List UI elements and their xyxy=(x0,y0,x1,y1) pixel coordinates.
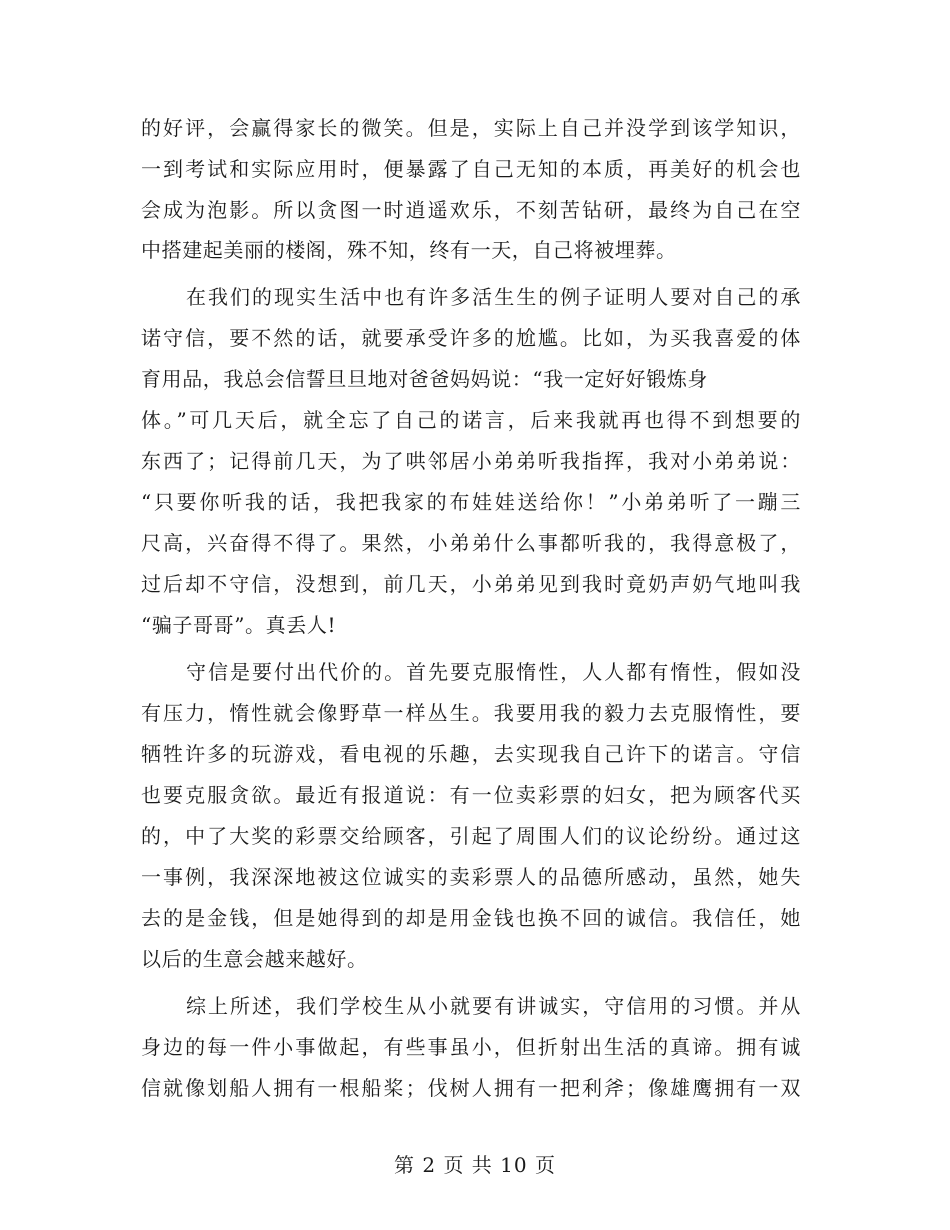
text-line: 的，中了大奖的彩票交给顾客，引起了周围人们的议论纷纷。通过这 xyxy=(141,824,801,848)
page-number-footer: 第 2 页 共 10 页 xyxy=(394,1153,556,1177)
text-line: 体。”可几天后，就全忘了自己的诺言，后来我就再也得不到想要的 xyxy=(141,408,801,432)
paragraph-first-line: 在我们的现实生活中也有许多活生生的例子证明人要对自己的承 xyxy=(186,285,801,309)
text-line: 以后的生意会越来越好。 xyxy=(141,947,368,971)
text-line: 有压力，惰性就会像野草一样丛生。我要用我的毅力去克服惰性，要 xyxy=(141,701,801,725)
text-line: 诺守信，要不然的话，就要承受许多的尬尴。比如，为买我喜爱的体 xyxy=(141,326,801,350)
text-line: 东西了；记得前几天，为了哄邻居小弟弟听我指挥，我对小弟弟说： xyxy=(141,449,801,473)
text-line: 牺牲许多的玩游戏，看电视的乐趣，去实现我自己许下的诺言。守信 xyxy=(141,742,801,766)
text-line: 的好评，会赢得家长的微笑。但是，实际上自己并没学到该学知识， xyxy=(141,116,801,140)
text-line: 一到考试和实际应用时，便暴露了自己无知的本质，再美好的机会也 xyxy=(141,157,801,181)
text-line: 育用品，我总会信誓旦旦地对爸爸妈妈说：“我一定好好锻炼身 xyxy=(141,367,709,391)
text-line: 身边的每一件小事做起，有些事虽小，但折射出生活的真谛。拥有诚 xyxy=(141,1035,801,1059)
text-line: 尺高，兴奋得不得了。果然，小弟弟什么事都听我的，我得意极了， xyxy=(141,531,801,555)
paragraph-first-line: 综上所述，我们学校生从小就要有讲诚实，守信用的习惯。并从 xyxy=(186,994,801,1018)
text-line: 一事例，我深深地被这位诚实的卖彩票人的品德所感动，虽然，她失 xyxy=(141,865,801,889)
text-line: 中搭建起美丽的楼阁，殊不知，终有一天，自己将被埋葬。 xyxy=(141,238,677,262)
paragraph-first-line: 守信是要付出代价的。首先要克服惰性，人人都有惰性，假如没 xyxy=(186,660,801,684)
text-line: 过后却不守信，没想到，前几天，小弟弟见到我时竟奶声奶气地叫我 xyxy=(141,572,801,596)
text-line: “只要你听我的话，我把我家的布娃娃送给你！”小弟弟听了一蹦三 xyxy=(141,490,801,514)
text-line: 去的是金钱，但是她得到的却是用金钱也换不回的诚信。我信任，她 xyxy=(141,906,801,930)
text-line: 信就像划船人拥有一根船桨；伐树人拥有一把利斧；像雄鹰拥有一双 xyxy=(141,1076,801,1100)
text-line: 也要克服贪欲。最近有报道说：有一位卖彩票的妇女，把为顾客代买 xyxy=(141,783,801,807)
text-line: “骗子哥哥”。真丢人! xyxy=(141,613,337,637)
text-line: 会成为泡影。所以贪图一时逍遥欢乐，不刻苦钻研，最终为自己在空 xyxy=(141,198,801,222)
